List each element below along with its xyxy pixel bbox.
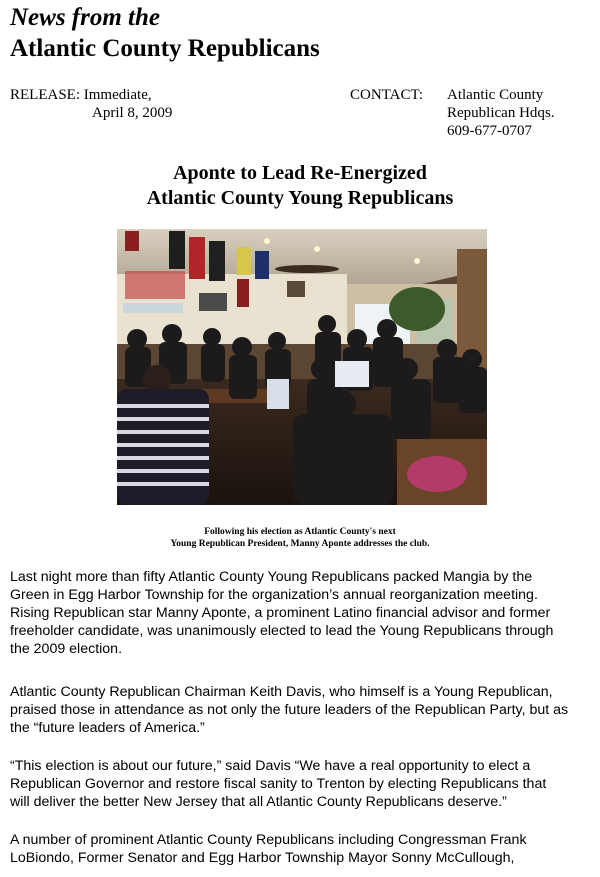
event-photo: [117, 229, 487, 505]
release-label: RELEASE: Immediate,: [10, 87, 152, 103]
text-line: the 2009 election.: [10, 641, 123, 657]
text-line: Republican Governor and restore fiscal sanity to Trenton by electing Republicans that: [10, 776, 547, 792]
body-paragraph-1: [10, 568, 592, 658]
release-date: April 8, 2009: [92, 105, 173, 121]
caption-line1: Following his election as Atlantic County's next: [204, 527, 396, 537]
body-paragraph-4: [10, 831, 592, 867]
text-line: “This election is about our future,” said Davis “We have a real opportunity to elect a: [10, 758, 531, 774]
text-line: freeholder candidate, was unanimously elected to lead the Young Republicans through: [10, 623, 554, 639]
masthead-title-line1: News from the: [10, 4, 160, 31]
text-line: LoBiondo, Former Senator and Egg Harbor Township Mayor Sonny McCullough,: [10, 850, 515, 866]
text-line: A number of prominent Atlantic County Republicans including Congressman Frank: [10, 832, 527, 848]
text-line: praised those in attendance as not only the future leaders of the Republican Party, but as: [10, 702, 569, 718]
contact-line: 609-677-0707: [447, 123, 532, 139]
text-line: will deliver the better New Jersey that all Atlantic County Republicans deserve.”: [10, 794, 507, 810]
caption-line2: Young Republican President, Manny Aponte addresses the club.: [170, 539, 430, 549]
body-paragraph-3: [10, 757, 592, 811]
headline-line2: Atlantic County Young Republicans: [146, 187, 454, 209]
text-line: the “future leaders of America.”: [10, 720, 205, 736]
photo-caption: [0, 526, 600, 550]
text-line: Atlantic County Republican Chairman Keith Davis, who himself is a Young Republican,: [10, 684, 553, 700]
contact-line: Republican Hdqs.: [447, 105, 555, 121]
headline: [0, 161, 600, 211]
text-line: Last night more than fifty Atlantic County Young Republicans packed Mangia by the: [10, 569, 533, 585]
body-paragraph-2: [10, 683, 592, 737]
contact-info: [447, 86, 554, 140]
masthead-title-line2: Atlantic County Republicans: [10, 35, 320, 62]
text-line: Green in Egg Harbor Township for the organization’s annual reorganization meeting.: [10, 587, 538, 603]
contact-line: Atlantic County: [447, 87, 544, 103]
contact-label: CONTACT:: [350, 87, 424, 103]
text-line: Rising Republican star Manny Aponte, a prominent Latino financial advisor and former: [10, 605, 551, 621]
headline-line1: Aponte to Lead Re-Energized: [173, 162, 427, 184]
